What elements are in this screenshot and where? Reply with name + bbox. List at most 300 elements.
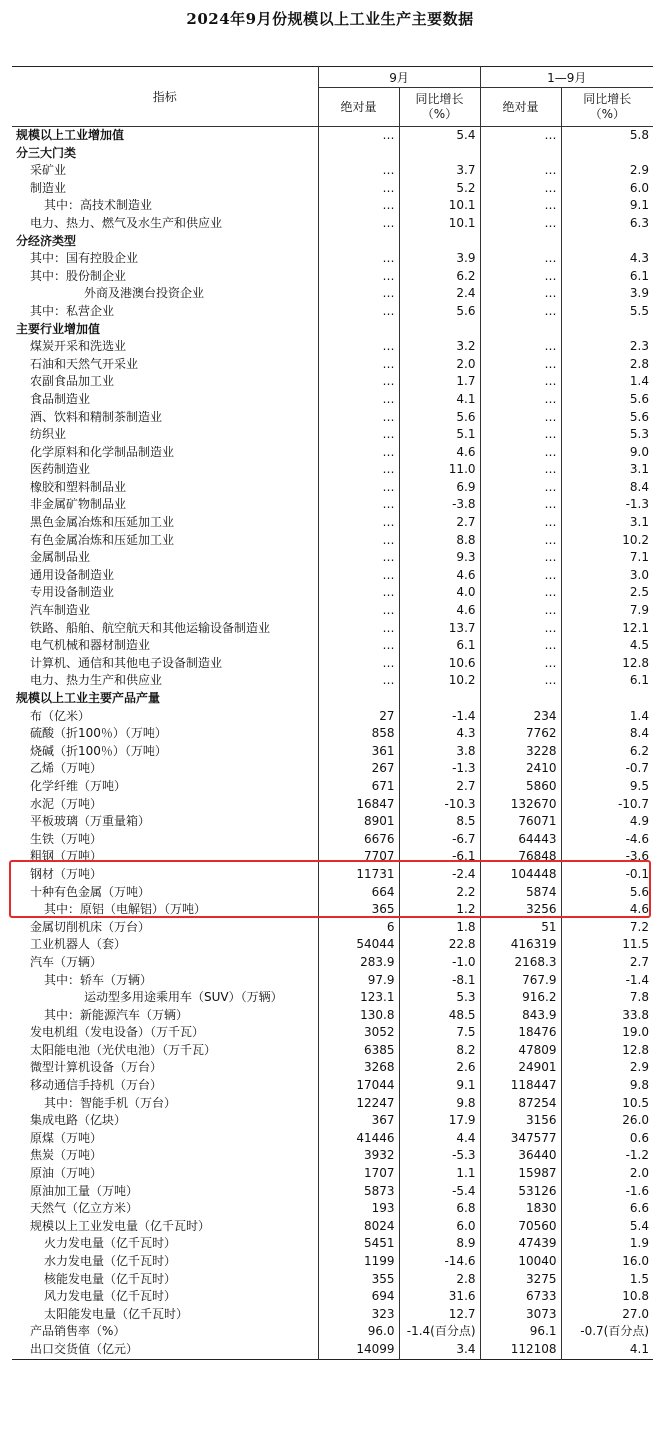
cell-growth-month: 5.6 xyxy=(399,303,480,321)
table-row xyxy=(12,831,653,849)
table-row xyxy=(12,796,653,814)
cell-abs-month: 5873 xyxy=(318,1183,399,1201)
cell-abs-cumulative: 234 xyxy=(480,708,561,726)
row-label: 产品销售率（%） xyxy=(30,1324,126,1339)
cell-growth-cumulative: 5.6 xyxy=(561,391,653,409)
cell-growth-month: -6.7 xyxy=(399,831,480,849)
cell-growth-month: -1.4 xyxy=(399,708,480,726)
cell-abs-cumulative: 5860 xyxy=(480,778,561,796)
cell-abs-cumulative: … xyxy=(480,444,561,462)
cell-abs-month xyxy=(318,321,399,339)
row-label: 水力发电量（亿千瓦时） xyxy=(44,1254,177,1268)
row-label: 黑色金属冶炼和压延加工业 xyxy=(30,515,175,530)
cell-abs-month: 694 xyxy=(318,1288,399,1306)
table-row xyxy=(12,444,653,462)
row-label: 化学原料和化学制品制造业 xyxy=(30,444,175,459)
cell-growth-month: 4.3 xyxy=(399,725,480,743)
row-label: 主要行业增加值 xyxy=(16,321,101,336)
cell-abs-cumulative: … xyxy=(480,250,561,268)
row-label: 风力发电量（亿千瓦时） xyxy=(44,1289,177,1304)
cell-abs-cumulative: 15987 xyxy=(480,1165,561,1183)
cell-abs-month: … xyxy=(318,567,399,585)
table-row xyxy=(12,549,653,567)
row-label: 规模以上工业主要产品产量 xyxy=(16,691,161,705)
cell-growth-month: 7.5 xyxy=(399,1024,480,1042)
cell-abs-cumulative: … xyxy=(480,162,561,180)
row-label: 规模以上工业增加值 xyxy=(16,128,125,142)
cell-abs-month xyxy=(318,145,399,163)
cell-abs-month xyxy=(318,233,399,251)
table-row xyxy=(12,1024,653,1042)
cell-growth-cumulative: 7.9 xyxy=(561,602,653,620)
header-period-month: 9月 xyxy=(318,67,480,88)
header-growth-month: 同比增长 （%） xyxy=(399,88,480,127)
cell-growth-cumulative: -0.1 xyxy=(561,866,653,884)
cell-growth-month: 10.6 xyxy=(399,655,480,673)
cell-abs-month: 323 xyxy=(318,1306,399,1324)
cell-abs-month: … xyxy=(318,479,399,497)
cell-growth-cumulative: 6.1 xyxy=(561,672,653,690)
table-row xyxy=(12,1288,653,1306)
row-label: 金属切削机床（万台） xyxy=(30,919,151,934)
cell-growth-cumulative: 12.1 xyxy=(561,620,653,638)
row-label: 橡胶和塑料制品业 xyxy=(30,479,127,494)
row-label: 规模以上工业发电量（亿千瓦时） xyxy=(30,1218,211,1233)
table-row xyxy=(12,127,653,145)
cell-abs-month: 3932 xyxy=(318,1147,399,1165)
row-label: 天然气（亿立方米） xyxy=(30,1201,139,1216)
table-row xyxy=(12,1323,653,1341)
cell-abs-cumulative: 118447 xyxy=(480,1077,561,1095)
cell-abs-month: 367 xyxy=(318,1112,399,1130)
table-row xyxy=(12,233,653,251)
cell-growth-cumulative: 9.1 xyxy=(561,197,653,215)
row-label: 火力发电量（亿千瓦时） xyxy=(44,1236,177,1251)
cell-growth-month: -2.4 xyxy=(399,866,480,884)
table-row xyxy=(12,1112,653,1130)
cell-growth-month: -1.3 xyxy=(399,760,480,778)
table-row xyxy=(12,936,653,954)
cell-abs-cumulative: 3228 xyxy=(480,743,561,761)
table-row xyxy=(12,285,653,303)
cell-growth-cumulative: 1.4 xyxy=(561,708,653,726)
row-label: 焦炭（万吨） xyxy=(30,1148,103,1163)
cell-abs-month: 6676 xyxy=(318,831,399,849)
row-label: 其中：新能源汽车（万辆） xyxy=(44,1007,189,1022)
cell-abs-cumulative: 76848 xyxy=(480,848,561,866)
cell-abs-cumulative: 843.9 xyxy=(480,1007,561,1025)
cell-growth-month: 3.4 xyxy=(399,1341,480,1359)
cell-abs-month: 8901 xyxy=(318,813,399,831)
cell-abs-month: … xyxy=(318,444,399,462)
cell-growth-cumulative: -10.7 xyxy=(561,796,653,814)
cell-abs-cumulative: 87254 xyxy=(480,1095,561,1113)
cell-growth-cumulative: 5.3 xyxy=(561,426,653,444)
row-label: 太阳能发电量（亿千瓦时） xyxy=(44,1306,189,1321)
cell-abs-cumulative: … xyxy=(480,356,561,374)
cell-growth-cumulative: 27.0 xyxy=(561,1306,653,1324)
cell-growth-cumulative: 2.0 xyxy=(561,1165,653,1183)
cell-growth-month: 3.8 xyxy=(399,743,480,761)
table-row xyxy=(12,1147,653,1165)
cell-abs-cumulative: … xyxy=(480,672,561,690)
cell-abs-month: 27 xyxy=(318,708,399,726)
cell-abs-month: 1707 xyxy=(318,1165,399,1183)
cell-growth-month: 6.0 xyxy=(399,1218,480,1236)
cell-abs-cumulative: 416319 xyxy=(480,936,561,954)
table-row xyxy=(12,1200,653,1218)
cell-growth-cumulative: 2.5 xyxy=(561,584,653,602)
cell-growth-month: -10.3 xyxy=(399,796,480,814)
cell-abs-month: … xyxy=(318,602,399,620)
table-row xyxy=(12,303,653,321)
cell-abs-cumulative: 2410 xyxy=(480,760,561,778)
table-row xyxy=(12,461,653,479)
cell-growth-cumulative: 9.0 xyxy=(561,444,653,462)
cell-abs-cumulative: 18476 xyxy=(480,1024,561,1042)
cell-abs-month: 3268 xyxy=(318,1059,399,1077)
cell-abs-cumulative: … xyxy=(480,637,561,655)
row-label: 分经济类型 xyxy=(16,233,77,248)
cell-abs-month: 664 xyxy=(318,884,399,902)
cell-abs-month: … xyxy=(318,532,399,550)
cell-abs-cumulative: 76071 xyxy=(480,813,561,831)
highlight-box xyxy=(9,860,651,918)
table-row xyxy=(12,321,653,339)
cell-growth-cumulative: 1.5 xyxy=(561,1271,653,1289)
table-row xyxy=(12,989,653,1007)
row-label: 其中：国有控股企业 xyxy=(30,251,139,266)
cell-abs-cumulative: 3156 xyxy=(480,1112,561,1130)
cell-growth-cumulative: 0.6 xyxy=(561,1130,653,1148)
cell-growth-cumulative xyxy=(561,321,653,339)
table-row xyxy=(12,1253,653,1271)
cell-growth-month: 5.6 xyxy=(399,409,480,427)
cell-growth-cumulative: 6.2 xyxy=(561,743,653,761)
table-row xyxy=(12,268,653,286)
table-row xyxy=(12,1235,653,1253)
cell-growth-cumulative: -4.6 xyxy=(561,831,653,849)
table-row xyxy=(12,725,653,743)
cell-abs-month: … xyxy=(318,637,399,655)
row-label: 制造业 xyxy=(30,180,67,195)
cell-growth-month: -6.1 xyxy=(399,848,480,866)
table-row xyxy=(12,760,653,778)
row-label: 太阳能电池（光伏电池）（万千瓦） xyxy=(30,1042,217,1057)
row-label: 运动型多用途乘用车（SUV）（万辆） xyxy=(84,990,283,1005)
cell-growth-month: 5.4 xyxy=(399,127,480,145)
cell-growth-month: 9.8 xyxy=(399,1095,480,1113)
table-row xyxy=(12,919,653,937)
cell-growth-month: 1.7 xyxy=(399,373,480,391)
cell-abs-month: 11731 xyxy=(318,866,399,884)
cell-abs-month: … xyxy=(318,620,399,638)
cell-growth-month: 12.7 xyxy=(399,1306,480,1324)
table-row xyxy=(12,584,653,602)
cell-abs-month: 267 xyxy=(318,760,399,778)
table-row xyxy=(12,743,653,761)
cell-growth-month: 3.9 xyxy=(399,250,480,268)
table-row xyxy=(12,409,653,427)
cell-growth-cumulative xyxy=(561,145,653,163)
table-row xyxy=(12,373,653,391)
cell-abs-cumulative: 3275 xyxy=(480,1271,561,1289)
row-label: 布（亿米） xyxy=(30,708,91,723)
cell-abs-cumulative: 96.1 xyxy=(480,1323,561,1341)
cell-abs-cumulative xyxy=(480,321,561,339)
cell-abs-month: 16847 xyxy=(318,796,399,814)
row-label: 硫酸（折100％）（万吨） xyxy=(30,726,167,741)
cell-abs-cumulative: 2168.3 xyxy=(480,954,561,972)
table-row xyxy=(12,1183,653,1201)
row-label: 酒、饮料和精制茶制造业 xyxy=(30,409,163,424)
cell-growth-month: 1.1 xyxy=(399,1165,480,1183)
row-label: 纺织业 xyxy=(30,427,67,442)
header-abs-month: 绝对量 xyxy=(318,88,399,127)
table-row xyxy=(12,145,653,163)
cell-growth-month: 6.2 xyxy=(399,268,480,286)
cell-abs-month: … xyxy=(318,268,399,286)
table-row xyxy=(12,532,653,550)
cell-growth-cumulative: 10.5 xyxy=(561,1095,653,1113)
cell-growth-month: 10.1 xyxy=(399,197,480,215)
table-row xyxy=(12,1059,653,1077)
cell-abs-month: 6385 xyxy=(318,1042,399,1060)
cell-abs-cumulative: … xyxy=(480,373,561,391)
cell-growth-cumulative: 12.8 xyxy=(561,655,653,673)
table-row xyxy=(12,620,653,638)
row-label: 原油加工量（万吨） xyxy=(30,1183,139,1198)
cell-abs-cumulative xyxy=(480,690,561,708)
table-row xyxy=(12,356,653,374)
cell-abs-month: … xyxy=(318,250,399,268)
cell-abs-month: … xyxy=(318,338,399,356)
cell-abs-month: … xyxy=(318,373,399,391)
cell-growth-month: -3.8 xyxy=(399,496,480,514)
cell-growth-month: 4.6 xyxy=(399,567,480,585)
cell-abs-month: 97.9 xyxy=(318,972,399,990)
table-row xyxy=(12,655,653,673)
cell-growth-cumulative: 33.8 xyxy=(561,1007,653,1025)
cell-abs-cumulative: 347577 xyxy=(480,1130,561,1148)
cell-growth-cumulative: 5.4 xyxy=(561,1218,653,1236)
cell-growth-month: 2.0 xyxy=(399,356,480,374)
cell-growth-month: 4.4 xyxy=(399,1130,480,1148)
cell-abs-cumulative: … xyxy=(480,426,561,444)
cell-abs-cumulative: … xyxy=(480,549,561,567)
cell-growth-month: 48.5 xyxy=(399,1007,480,1025)
row-label: 汽车制造业 xyxy=(30,603,91,618)
cell-growth-month: 9.3 xyxy=(399,549,480,567)
cell-growth-cumulative: -1.4 xyxy=(561,972,653,990)
cell-growth-month: -5.3 xyxy=(399,1147,480,1165)
cell-growth-month xyxy=(399,145,480,163)
row-label: 采矿业 xyxy=(30,163,67,178)
row-label: 汽车（万辆） xyxy=(30,954,103,969)
cell-abs-month: … xyxy=(318,197,399,215)
cell-abs-month: … xyxy=(318,409,399,427)
cell-growth-cumulative: 26.0 xyxy=(561,1112,653,1130)
cell-growth-month: -8.1 xyxy=(399,972,480,990)
page-title: 2024年9月份规模以上工业生产主要数据 xyxy=(186,10,474,28)
row-label: 平板玻璃（万重量箱） xyxy=(30,814,151,829)
table-row xyxy=(12,197,653,215)
cell-growth-cumulative: 2.7 xyxy=(561,954,653,972)
cell-abs-month: … xyxy=(318,162,399,180)
cell-abs-month: … xyxy=(318,303,399,321)
cell-abs-month: … xyxy=(318,672,399,690)
cell-abs-cumulative: 132670 xyxy=(480,796,561,814)
cell-abs-month: 3052 xyxy=(318,1024,399,1042)
table-row xyxy=(12,162,653,180)
cell-growth-month: 1.8 xyxy=(399,919,480,937)
table-row xyxy=(12,180,653,198)
cell-growth-cumulative: 11.5 xyxy=(561,936,653,954)
cell-abs-month: … xyxy=(318,426,399,444)
cell-growth-month xyxy=(399,233,480,251)
cell-growth-month: 6.8 xyxy=(399,1200,480,1218)
cell-growth-cumulative: 9.5 xyxy=(561,778,653,796)
row-label: 有色金属冶炼和压延加工业 xyxy=(30,532,175,547)
cell-growth-month: 13.7 xyxy=(399,620,480,638)
cell-growth-cumulative: 12.8 xyxy=(561,1042,653,1060)
cell-growth-cumulative: -3.6 xyxy=(561,848,653,866)
table-row xyxy=(12,778,653,796)
cell-abs-month: 1199 xyxy=(318,1253,399,1271)
table-row xyxy=(12,954,653,972)
cell-growth-cumulative: 6.0 xyxy=(561,180,653,198)
row-label: 钢材（万吨） xyxy=(30,866,103,881)
cell-growth-cumulative: 2.3 xyxy=(561,338,653,356)
cell-growth-cumulative xyxy=(561,690,653,708)
cell-growth-month: 11.0 xyxy=(399,461,480,479)
cell-growth-cumulative: 4.1 xyxy=(561,1341,653,1359)
cell-growth-cumulative: 4.5 xyxy=(561,637,653,655)
cell-abs-cumulative: … xyxy=(480,197,561,215)
row-label: 发电机组（发电设备）（万千瓦） xyxy=(30,1025,205,1040)
cell-abs-cumulative: 112108 xyxy=(480,1341,561,1359)
cell-growth-cumulative: 1.4 xyxy=(561,373,653,391)
cell-growth-month: 3.2 xyxy=(399,338,480,356)
row-label: 石油和天然气开采业 xyxy=(30,356,139,371)
cell-abs-cumulative: 5874 xyxy=(480,884,561,902)
row-label: 其中：私营企业 xyxy=(30,303,115,318)
row-label: 粗钢（万吨） xyxy=(30,849,103,864)
cell-abs-cumulative: … xyxy=(480,409,561,427)
cell-abs-cumulative: 3256 xyxy=(480,901,561,919)
row-label: 通用设备制造业 xyxy=(30,567,115,582)
cell-abs-cumulative: 104448 xyxy=(480,866,561,884)
cell-growth-cumulative: 10.2 xyxy=(561,532,653,550)
cell-growth-cumulative: 7.8 xyxy=(561,989,653,1007)
table-row xyxy=(12,338,653,356)
cell-growth-cumulative: 16.0 xyxy=(561,1253,653,1271)
cell-abs-cumulative: … xyxy=(480,303,561,321)
table-row xyxy=(12,1042,653,1060)
table-row xyxy=(12,690,653,708)
table-row xyxy=(12,250,653,268)
table-body xyxy=(12,127,653,1360)
cell-abs-month: … xyxy=(318,127,399,145)
row-label: 生铁（万吨） xyxy=(30,831,103,846)
cell-abs-cumulative: 47439 xyxy=(480,1235,561,1253)
row-label: 食品制造业 xyxy=(30,391,91,406)
cell-abs-cumulative: 47809 xyxy=(480,1042,561,1060)
table-row xyxy=(12,426,653,444)
cell-growth-cumulative: 3.9 xyxy=(561,285,653,303)
cell-abs-cumulative: … xyxy=(480,391,561,409)
table-row xyxy=(12,496,653,514)
cell-growth-month: 4.0 xyxy=(399,584,480,602)
row-label: 移动通信手持机（万台） xyxy=(30,1078,163,1093)
row-label: 电力、热力、燃气及水生产和供应业 xyxy=(30,215,223,230)
table-row xyxy=(12,1165,653,1183)
cell-abs-month: … xyxy=(318,549,399,567)
cell-abs-cumulative: 70560 xyxy=(480,1218,561,1236)
cell-abs-month: 12247 xyxy=(318,1095,399,1113)
cell-growth-cumulative: 4.3 xyxy=(561,250,653,268)
cell-abs-cumulative xyxy=(480,233,561,251)
cell-growth-cumulative: 2.8 xyxy=(561,356,653,374)
row-label: 非金属矿物制品业 xyxy=(30,497,127,512)
cell-abs-month: 14099 xyxy=(318,1341,399,1359)
cell-abs-cumulative: 3073 xyxy=(480,1306,561,1324)
table-row xyxy=(12,602,653,620)
cell-growth-month: -1.0 xyxy=(399,954,480,972)
table-row xyxy=(12,514,653,532)
cell-growth-cumulative: 5.5 xyxy=(561,303,653,321)
cell-abs-month: 54044 xyxy=(318,936,399,954)
cell-abs-cumulative: … xyxy=(480,338,561,356)
cell-growth-month: -1.4(百分点) xyxy=(399,1323,480,1341)
row-label: 原煤（万吨） xyxy=(30,1130,103,1145)
cell-abs-cumulative: 1830 xyxy=(480,1200,561,1218)
row-label: 专用设备制造业 xyxy=(30,585,115,600)
cell-growth-cumulative: 5.6 xyxy=(561,884,653,902)
row-label: 其中：高技术制造业 xyxy=(44,198,153,213)
row-label: 十种有色金属（万吨） xyxy=(30,884,151,899)
cell-growth-month: 5.3 xyxy=(399,989,480,1007)
cell-abs-month: 8024 xyxy=(318,1218,399,1236)
cell-growth-cumulative: 10.8 xyxy=(561,1288,653,1306)
cell-growth-month: 10.2 xyxy=(399,672,480,690)
cell-abs-month: … xyxy=(318,180,399,198)
cell-growth-cumulative: 4.9 xyxy=(561,813,653,831)
cell-abs-cumulative: … xyxy=(480,268,561,286)
table-row xyxy=(12,1218,653,1236)
table-row xyxy=(12,1271,653,1289)
cell-growth-cumulative: 1.9 xyxy=(561,1235,653,1253)
cell-abs-month: … xyxy=(318,285,399,303)
cell-abs-month: … xyxy=(318,655,399,673)
row-label: 出口交货值（亿元） xyxy=(30,1341,139,1356)
cell-abs-cumulative: 53126 xyxy=(480,1183,561,1201)
cell-growth-month: 2.8 xyxy=(399,1271,480,1289)
cell-growth-month xyxy=(399,690,480,708)
cell-growth-cumulative xyxy=(561,233,653,251)
row-label: 其中：智能手机（万台） xyxy=(44,1095,177,1110)
cell-abs-month: 365 xyxy=(318,901,399,919)
cell-growth-month: -14.6 xyxy=(399,1253,480,1271)
cell-abs-cumulative: 24901 xyxy=(480,1059,561,1077)
cell-abs-cumulative: … xyxy=(480,496,561,514)
row-label: 农副食品加工业 xyxy=(30,374,115,389)
cell-growth-month: 5.1 xyxy=(399,426,480,444)
table-row xyxy=(12,567,653,585)
cell-abs-month: … xyxy=(318,496,399,514)
cell-abs-cumulative: 7762 xyxy=(480,725,561,743)
cell-abs-month: 41446 xyxy=(318,1130,399,1148)
